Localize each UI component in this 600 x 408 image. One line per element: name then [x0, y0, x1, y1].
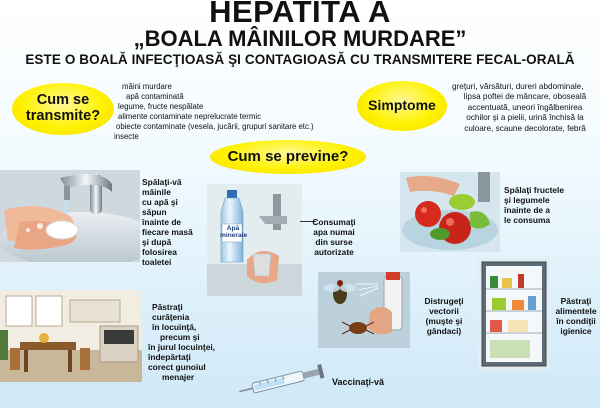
- caption-line: cu apă şi: [142, 197, 178, 207]
- caption-line: vectorii: [429, 306, 459, 316]
- handwashing-photo: [0, 170, 140, 262]
- transmission-item: apă contaminată: [126, 92, 184, 101]
- symptoms-line: ochilor şi a pielii, urină închisă la: [466, 113, 584, 123]
- symptoms-line: greţuri, vărsături, dureri abdominale,: [452, 82, 584, 91]
- syringe-icon: [236, 364, 328, 398]
- caption-line: apa numai: [313, 227, 355, 237]
- transmission-item: alimente contaminate neprelucrate termic: [118, 112, 262, 121]
- transmission-item: mâini murdare: [122, 82, 172, 91]
- caption-line: curăţenia: [152, 312, 190, 322]
- transmission-item: legume, fructe nespălate: [118, 102, 204, 111]
- fruits-photo: [400, 172, 500, 252]
- caption-line: mâinile: [142, 187, 171, 197]
- caption-line: în jurul locuinţei,: [148, 342, 215, 352]
- caption-line: înainte de: [142, 217, 182, 227]
- caption-line: din surse: [315, 237, 353, 247]
- transmission-list: [114, 82, 344, 142]
- symptoms-line: culoare, scaune decolorate, febră: [464, 123, 586, 133]
- water-caption: [302, 217, 366, 257]
- caption-line: corect gunoiul: [148, 362, 206, 372]
- caption-line: folosirea: [142, 247, 177, 257]
- insects-photo: [318, 272, 410, 348]
- vectors-caption: [413, 296, 475, 336]
- transmission-item: insecte: [114, 132, 139, 141]
- poster-subtitle: „BOALA MÂINILOR MURDARE”: [133, 26, 467, 51]
- poster-title: HEPATITA A: [209, 0, 391, 29]
- symptoms-line: lipsa poftei de mâncare, oboseală: [463, 92, 587, 102]
- caption-line: în condiţii: [556, 316, 596, 326]
- symptoms-text: [452, 82, 598, 134]
- caption-line: menajer: [162, 372, 195, 382]
- cleaning-caption: [148, 302, 232, 382]
- caption-line: Consumaţi: [312, 217, 356, 227]
- caption-line: precum şi: [160, 332, 200, 342]
- caption-line: gândaci): [426, 326, 462, 336]
- caption-line: fiecare masă: [142, 227, 193, 237]
- transmission-heading-line2: transmite?: [25, 108, 101, 124]
- bottle-label: [220, 225, 246, 239]
- transmission-heading-oval: [12, 83, 114, 135]
- transmission-item: obiecte contaminate (vesela, jucării, grupuri sanitare etc.): [116, 122, 314, 131]
- caption-line: înainte de a: [504, 205, 551, 215]
- symptoms-heading: Simptome: [368, 97, 436, 114]
- caption-line: în locuinţă,: [152, 322, 197, 332]
- food-caption: [552, 296, 600, 336]
- transmission-heading-line1: Cum se: [36, 92, 90, 109]
- caption-line: le consuma: [504, 215, 551, 225]
- vaccine-caption: Vaccinaţi-vă: [332, 377, 385, 387]
- caption-line: Spălaţi fructele: [504, 185, 565, 195]
- symptoms-line: accentuată, uneori îngălbenirea: [467, 102, 583, 112]
- caption-line: (muşte şi: [425, 316, 463, 326]
- caption-line: Păstraţi: [152, 302, 183, 312]
- caption-line: igienice: [560, 326, 592, 336]
- caption-line: şi după: [142, 237, 172, 247]
- caption-line: Păstraţi: [560, 296, 592, 306]
- caption-line: Distrugeţi: [424, 296, 464, 306]
- caption-line: îndepărtaţi: [148, 352, 191, 362]
- handwash-caption: [142, 177, 202, 267]
- bottle-label-line: Apă: [226, 225, 240, 232]
- caption-line: săpun: [142, 207, 167, 217]
- caption-line: autorizate: [314, 247, 354, 257]
- water-photo: [207, 184, 302, 296]
- caption-line: alimentele: [555, 306, 597, 316]
- kitchen-photo: [0, 290, 142, 382]
- fruits-caption: [504, 185, 596, 225]
- symptoms-heading-oval: [357, 81, 447, 131]
- prevention-heading-oval: [210, 140, 366, 174]
- fridge-photo: [478, 258, 550, 370]
- caption-line: şi legumele: [504, 195, 550, 205]
- poster-tagline: ESTE O BOALĂ INFECŢIOASĂ ŞI CONTAGIOASĂ CU TRANSMITERE FECAL-ORALĂ: [25, 52, 575, 67]
- caption-line: toaletei: [142, 257, 172, 267]
- prevention-heading: Cum se previne?: [227, 147, 349, 165]
- bottle-label-line: minerale: [220, 232, 248, 239]
- caption-line: Spălaţi-vă: [142, 177, 182, 187]
